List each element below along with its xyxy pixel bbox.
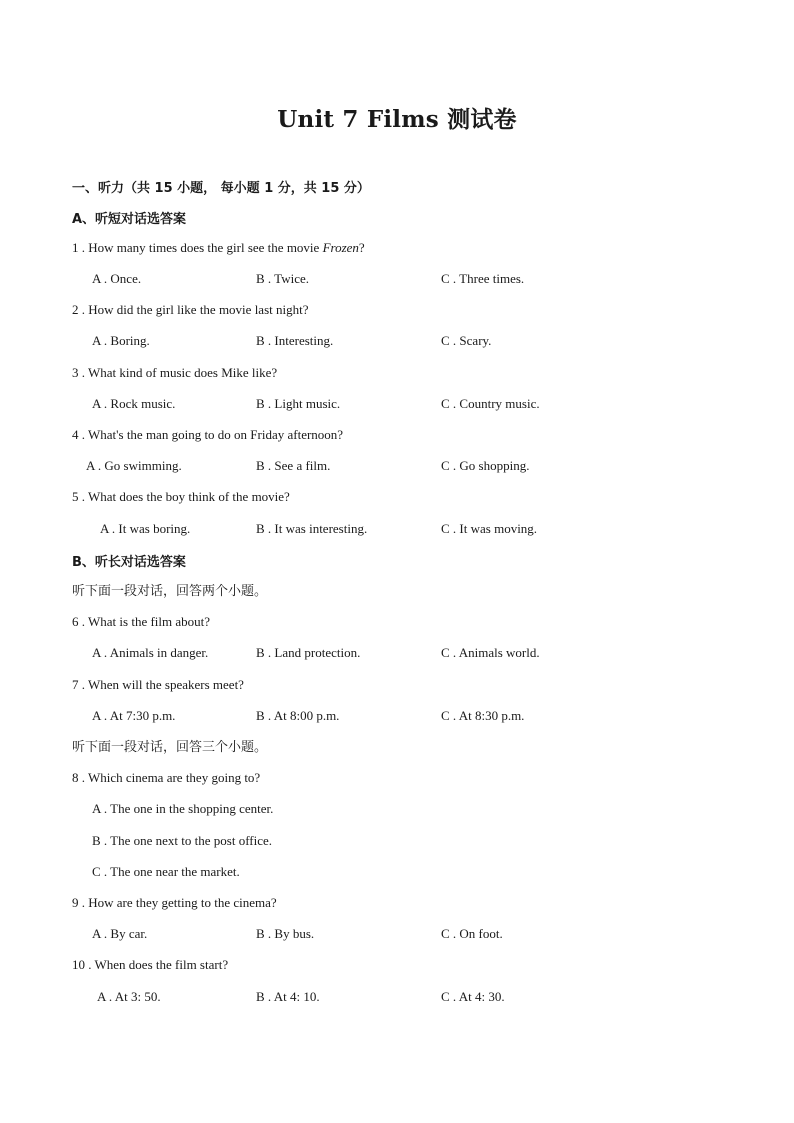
question-6: 6 . What is the film about?	[72, 614, 211, 629]
q2-option-b: B . Interesting.	[256, 333, 334, 348]
q7-option-b: B . At 8:00 p.m.	[256, 708, 340, 723]
q6-option-a: A . Animals in danger.	[92, 645, 209, 660]
q6-option-c: C . Animals world.	[441, 645, 540, 660]
q10-option-b: B . At 4: 10.	[256, 989, 320, 1004]
page-title: Unit 7 Films 测试卷	[277, 106, 517, 133]
question-5: 5 . What does the boy think of the movie?	[72, 489, 290, 504]
q8-option-b: B . The one next to the post office.	[92, 833, 273, 848]
question-9: 9 . How are they getting to the cinema?	[72, 895, 277, 910]
question-1-tail: ?	[358, 240, 365, 255]
q1-option-c: C . Three times.	[441, 271, 525, 286]
q9-option-c: C . On foot.	[441, 926, 503, 941]
instruction-two-questions: 听下面一段对话，回答两个小题。	[72, 584, 268, 599]
instruction-three-questions: 听下面一段对话，回答三个小题。	[72, 740, 268, 755]
q8-option-c: C . The one near the market.	[92, 864, 240, 879]
q9-option-b: B . By bus.	[256, 926, 315, 941]
q3-option-a: A . Rock music.	[92, 396, 176, 411]
question-8: 8 . Which cinema are they going to?	[72, 770, 261, 785]
q5-option-c: C . It was moving.	[441, 521, 538, 536]
q3-option-b: B . Light music.	[256, 396, 341, 411]
question-4: 4 . What's the man going to do on Friday afternoon?	[72, 427, 344, 442]
q1-option-a: A . Once.	[92, 271, 142, 286]
section-a-heading: A、听短对话选答案	[72, 212, 187, 227]
q2-option-c: C . Scary.	[441, 333, 492, 348]
q1-option-b: B . Twice.	[256, 271, 310, 286]
question-1	[72, 240, 365, 256]
question-10: 10 . When does the film start?	[72, 957, 229, 972]
part1-heading: 一、听力（共 15 小题， 每小题 1 分，共 15 分）	[72, 181, 370, 196]
q6-option-b: B . Land protection.	[256, 645, 361, 660]
q9-option-a: A . By car.	[92, 926, 148, 941]
q4-option-a: A . Go swimming.	[86, 458, 182, 473]
question-1-stem: 1 . How many times does the girl see the movie	[72, 240, 323, 255]
question-2: 2 . How did the girl like the movie last night?	[72, 302, 309, 317]
q5-option-a: A . It was boring.	[100, 521, 191, 536]
section-b-heading: B、听长对话选答案	[72, 555, 186, 570]
question-3: 3 . What kind of music does Mike like?	[72, 365, 278, 380]
q8-option-a: A . The one in the shopping center.	[92, 801, 274, 816]
q7-option-c: C . At 8:30 p.m.	[441, 708, 525, 723]
q5-option-b: B . It was interesting.	[256, 521, 368, 536]
q4-option-b: B . See a film.	[256, 458, 331, 473]
q2-option-a: A . Boring.	[92, 333, 150, 348]
q4-option-c: C . Go shopping.	[441, 458, 530, 473]
q10-option-a: A . At 3: 50.	[97, 989, 161, 1004]
q10-option-c: C . At 4: 30.	[441, 989, 505, 1004]
question-7: 7 . When will the speakers meet?	[72, 677, 244, 692]
q3-option-c: C . Country music.	[441, 396, 540, 411]
question-1-italic: Frozen	[322, 240, 359, 255]
q7-option-a: A . At 7:30 p.m.	[92, 708, 176, 723]
